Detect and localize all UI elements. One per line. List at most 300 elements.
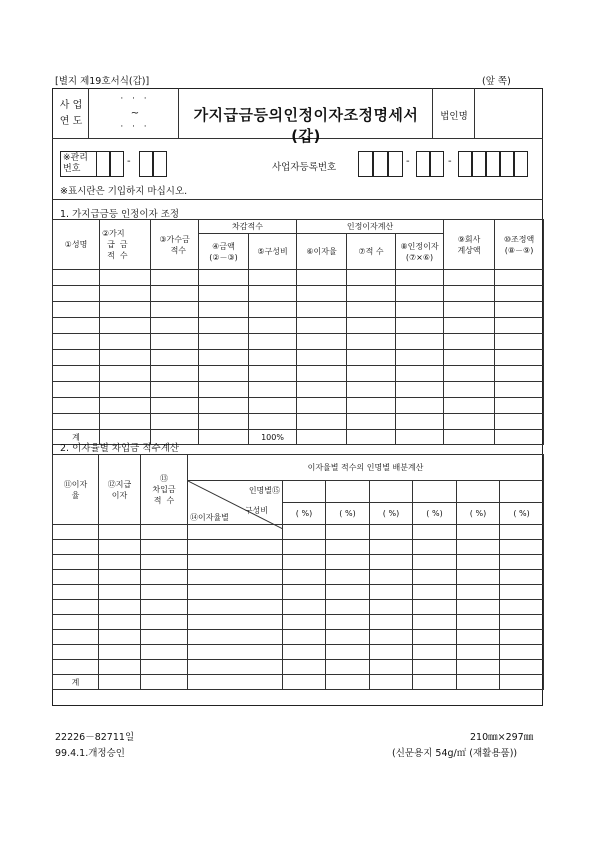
group-allocation: 이자율별 적수의 인명별 배분계산 xyxy=(188,455,544,481)
footer-size: 210㎜×297㎜ xyxy=(470,732,534,743)
pct-cell[interactable]: ( %) xyxy=(457,503,500,525)
table-cell[interactable] xyxy=(100,366,151,382)
table-cell[interactable] xyxy=(99,540,141,555)
table-cell[interactable] xyxy=(347,318,396,334)
table-cell[interactable] xyxy=(99,660,141,675)
table-cell[interactable] xyxy=(141,585,188,600)
table-cell[interactable] xyxy=(370,615,413,630)
table-cell[interactable] xyxy=(151,334,199,350)
table-cell[interactable] xyxy=(457,600,500,615)
table-cell[interactable] xyxy=(53,630,99,645)
person-name-cell[interactable] xyxy=(500,481,544,503)
table-cell[interactable] xyxy=(297,334,347,350)
table-cell[interactable] xyxy=(326,600,370,615)
mgmt-box-3[interactable] xyxy=(139,151,153,177)
table-cell[interactable] xyxy=(500,540,544,555)
table-cell[interactable] xyxy=(199,302,249,318)
table-row xyxy=(53,334,544,350)
table-cell[interactable] xyxy=(283,585,326,600)
table-cell[interactable] xyxy=(249,398,297,414)
table-cell[interactable] xyxy=(141,525,188,540)
table-cell[interactable] xyxy=(326,570,370,585)
section1-total-label: 계 xyxy=(53,430,100,445)
interest-adjustment-table xyxy=(52,219,544,445)
table-cell[interactable] xyxy=(326,615,370,630)
table-cell[interactable] xyxy=(53,350,100,366)
table-cell[interactable] xyxy=(370,525,413,540)
table-cell[interactable] xyxy=(141,615,188,630)
table-row xyxy=(53,600,544,615)
table-row xyxy=(53,366,544,382)
person-name-cell[interactable] xyxy=(283,481,326,503)
total-cell[interactable] xyxy=(141,675,188,690)
table-cell[interactable] xyxy=(457,660,500,675)
table-cell[interactable] xyxy=(188,585,283,600)
table-cell[interactable] xyxy=(500,660,544,675)
table-cell[interactable] xyxy=(53,660,99,675)
table-cell[interactable] xyxy=(188,570,283,585)
ratio-label: 구성비 xyxy=(244,506,268,515)
table-cell[interactable] xyxy=(188,645,283,660)
table-row xyxy=(53,302,544,318)
table-cell[interactable] xyxy=(444,366,495,382)
table-row xyxy=(53,555,544,570)
table-cell[interactable] xyxy=(500,585,544,600)
table-cell[interactable] xyxy=(100,286,151,302)
table-cell[interactable] xyxy=(413,540,457,555)
table-cell[interactable] xyxy=(249,270,297,286)
table-cell[interactable] xyxy=(100,270,151,286)
table-row xyxy=(53,286,544,302)
corporation-name-label: 법인명 xyxy=(440,111,468,122)
table-cell[interactable] xyxy=(370,660,413,675)
footer-approval: 99.4.1.개정승인 xyxy=(55,748,125,759)
table-cell[interactable] xyxy=(199,382,249,398)
col-company-amount: ⑨회사 계상액 xyxy=(444,220,495,270)
table-cell[interactable] xyxy=(457,645,500,660)
table-cell[interactable] xyxy=(99,630,141,645)
col-provisional-payment: ②가지 급 금 적 수 xyxy=(100,220,151,270)
table-cell[interactable] xyxy=(151,286,199,302)
table-cell[interactable] xyxy=(370,570,413,585)
table-cell[interactable] xyxy=(495,302,544,318)
table-cell[interactable] xyxy=(413,585,457,600)
table-cell[interactable] xyxy=(444,350,495,366)
table-cell[interactable] xyxy=(297,350,347,366)
table-cell[interactable] xyxy=(413,630,457,645)
table-cell[interactable] xyxy=(151,398,199,414)
total-cell[interactable] xyxy=(500,675,544,690)
total-cell[interactable] xyxy=(326,675,370,690)
table-cell[interactable] xyxy=(326,585,370,600)
table-cell[interactable] xyxy=(249,382,297,398)
page-side-label: (앞 쪽) xyxy=(482,76,511,87)
table-cell[interactable] xyxy=(396,366,444,382)
period-end[interactable]: · · · xyxy=(120,122,150,132)
group-deducted-sum: 차감적수 xyxy=(199,220,297,234)
table-cell[interactable] xyxy=(100,334,151,350)
table-cell[interactable] xyxy=(444,302,495,318)
table-cell[interactable] xyxy=(457,585,500,600)
table-row xyxy=(53,585,544,600)
table-cell[interactable] xyxy=(53,555,99,570)
section1-title: 1. 가지급금등 인정이자 조정 xyxy=(60,209,180,220)
table-cell[interactable] xyxy=(100,302,151,318)
col-recognized-interest: ⑧인정이자 (⑦×⑥) xyxy=(396,234,444,270)
mgmt-dash: - xyxy=(127,156,131,167)
table-cell[interactable] xyxy=(500,555,544,570)
table-cell[interactable] xyxy=(326,525,370,540)
table-cell[interactable] xyxy=(188,660,283,675)
table-cell[interactable] xyxy=(370,600,413,615)
table-cell[interactable] xyxy=(53,540,99,555)
total-cell[interactable] xyxy=(297,430,347,445)
business-registration-label: 사업자등록번호 xyxy=(272,162,337,173)
table-cell[interactable] xyxy=(413,570,457,585)
col-accumulated-sum: ⑦적 수 xyxy=(347,234,396,270)
table-cell[interactable] xyxy=(297,318,347,334)
table-cell[interactable] xyxy=(347,350,396,366)
table-cell[interactable] xyxy=(500,600,544,615)
table-cell[interactable] xyxy=(396,302,444,318)
table-cell[interactable] xyxy=(199,286,249,302)
table-cell[interactable] xyxy=(370,585,413,600)
table-cell[interactable] xyxy=(99,615,141,630)
total-cell[interactable] xyxy=(370,675,413,690)
table-cell[interactable] xyxy=(100,350,151,366)
table-cell[interactable] xyxy=(413,600,457,615)
table-row xyxy=(53,382,544,398)
form-title: 가지급금등의인정이자조정명세서(갑) xyxy=(193,106,419,145)
brn-box-4[interactable] xyxy=(416,151,430,177)
table-cell[interactable] xyxy=(444,318,495,334)
table-cell[interactable] xyxy=(53,600,99,615)
table-cell[interactable] xyxy=(500,630,544,645)
table-cell[interactable] xyxy=(347,286,396,302)
table-cell[interactable] xyxy=(297,286,347,302)
table-cell[interactable] xyxy=(99,600,141,615)
table-cell[interactable] xyxy=(151,382,199,398)
col-name: ①성명 xyxy=(53,220,100,270)
table-cell[interactable] xyxy=(199,398,249,414)
table-cell[interactable] xyxy=(444,286,495,302)
table-row xyxy=(53,630,544,645)
table-cell[interactable] xyxy=(141,660,188,675)
table-cell[interactable] xyxy=(413,555,457,570)
mgmt-box-4[interactable] xyxy=(153,151,167,177)
table-cell[interactable] xyxy=(53,398,100,414)
pct-cell[interactable]: ( %) xyxy=(500,503,544,525)
table-cell[interactable] xyxy=(495,270,544,286)
brn-box-5[interactable] xyxy=(430,151,444,177)
pct-cell[interactable]: ( %) xyxy=(413,503,457,525)
table-cell[interactable] xyxy=(495,286,544,302)
total-cell[interactable] xyxy=(413,675,457,690)
table-cell[interactable] xyxy=(188,600,283,615)
table-cell[interactable] xyxy=(347,382,396,398)
table-cell[interactable] xyxy=(283,525,326,540)
table-cell[interactable] xyxy=(151,318,199,334)
table-cell[interactable] xyxy=(188,555,283,570)
col-rate: ⑪이자 율 xyxy=(53,455,99,525)
mgmt-box-1[interactable] xyxy=(96,151,110,177)
brn-box-9[interactable] xyxy=(500,151,514,177)
table-cell[interactable] xyxy=(151,414,199,430)
brn-dash-1: - xyxy=(406,156,410,167)
table-cell[interactable] xyxy=(444,398,495,414)
table-cell[interactable] xyxy=(396,350,444,366)
table-cell[interactable] xyxy=(297,302,347,318)
table-cell[interactable] xyxy=(370,555,413,570)
table-cell[interactable] xyxy=(283,645,326,660)
table-cell[interactable] xyxy=(413,645,457,660)
table-cell[interactable] xyxy=(141,645,188,660)
brn-box-7[interactable] xyxy=(472,151,486,177)
table-cell[interactable] xyxy=(297,382,347,398)
table-cell[interactable] xyxy=(199,318,249,334)
table-cell[interactable] xyxy=(249,286,297,302)
table-cell[interactable] xyxy=(151,350,199,366)
table-cell[interactable] xyxy=(53,585,99,600)
table-cell[interactable] xyxy=(297,366,347,382)
pct-cell[interactable]: ( %) xyxy=(370,503,413,525)
brn-box-10[interactable] xyxy=(514,151,528,177)
table-cell[interactable] xyxy=(53,414,100,430)
table-cell[interactable] xyxy=(457,615,500,630)
table-cell[interactable] xyxy=(297,414,347,430)
table-cell[interactable] xyxy=(283,555,326,570)
total-cell[interactable] xyxy=(99,675,141,690)
table-cell[interactable] xyxy=(199,366,249,382)
table-cell[interactable] xyxy=(457,525,500,540)
mgmt-box-2[interactable] xyxy=(110,151,124,177)
table-row xyxy=(53,570,544,585)
pct-cell[interactable]: ( %) xyxy=(283,503,326,525)
table-cell[interactable] xyxy=(100,382,151,398)
table-cell[interactable] xyxy=(199,270,249,286)
col-interest-rate: ⑥이자율 xyxy=(297,234,347,270)
table-row xyxy=(53,525,544,540)
person-name-cell[interactable] xyxy=(370,481,413,503)
table-cell[interactable] xyxy=(413,615,457,630)
table-cell[interactable] xyxy=(141,555,188,570)
table-cell[interactable] xyxy=(188,540,283,555)
table-cell[interactable] xyxy=(444,414,495,430)
table-cell[interactable] xyxy=(347,270,396,286)
table-cell[interactable] xyxy=(151,366,199,382)
table-cell[interactable] xyxy=(347,334,396,350)
table-cell[interactable] xyxy=(413,660,457,675)
table-cell[interactable] xyxy=(495,382,544,398)
table-cell[interactable] xyxy=(370,630,413,645)
table-cell[interactable] xyxy=(326,645,370,660)
table-cell[interactable] xyxy=(249,366,297,382)
rate-by-label: ⑭이자율별 xyxy=(190,513,229,522)
brn-box-8[interactable] xyxy=(486,151,500,177)
table-cell[interactable] xyxy=(283,615,326,630)
person-label: 인명별⑮ xyxy=(248,486,280,495)
table-cell[interactable] xyxy=(370,540,413,555)
table-cell[interactable] xyxy=(53,334,100,350)
table-cell[interactable] xyxy=(151,302,199,318)
table-cell[interactable] xyxy=(53,645,99,660)
brn-box-1[interactable] xyxy=(358,151,373,177)
table-cell[interactable] xyxy=(283,660,326,675)
table-cell[interactable] xyxy=(326,555,370,570)
table-cell[interactable] xyxy=(283,630,326,645)
table-row xyxy=(53,660,544,675)
table-row xyxy=(53,270,544,286)
table-cell[interactable] xyxy=(249,414,297,430)
table-cell[interactable] xyxy=(53,525,99,540)
total-cell[interactable] xyxy=(396,430,444,445)
table-cell[interactable] xyxy=(188,615,283,630)
table-cell[interactable] xyxy=(495,414,544,430)
table-cell[interactable] xyxy=(99,585,141,600)
table-row xyxy=(53,398,544,414)
table-cell[interactable] xyxy=(283,600,326,615)
total-cell[interactable] xyxy=(283,675,326,690)
table-cell[interactable] xyxy=(326,660,370,675)
table-cell[interactable] xyxy=(500,525,544,540)
footer-paper: (신문용지 54g/㎡ (재활용품)) xyxy=(392,748,518,759)
table-cell[interactable] xyxy=(53,286,100,302)
table-row xyxy=(53,414,544,430)
col-ratio: ⑤구성비 xyxy=(249,234,297,270)
table-cell[interactable] xyxy=(141,600,188,615)
col-borrowing-sum: ⑬ 차입금 적 수 xyxy=(141,455,188,525)
col-temporary-receipt: ③가수금 적수 xyxy=(151,220,199,270)
table-cell[interactable] xyxy=(444,334,495,350)
management-number-label: ※관리 번호 xyxy=(60,151,96,177)
table-cell[interactable] xyxy=(495,318,544,334)
table-cell[interactable] xyxy=(370,645,413,660)
table-row xyxy=(53,615,544,630)
col-interest-paid: ⑫지급 이자 xyxy=(99,455,141,525)
brn-box-6[interactable] xyxy=(458,151,472,177)
table-cell[interactable] xyxy=(53,318,100,334)
col-amount: ④금액 (②－③) xyxy=(199,234,249,270)
brn-box-2[interactable] xyxy=(373,151,388,177)
table-cell[interactable] xyxy=(141,630,188,645)
table-cell[interactable] xyxy=(396,318,444,334)
brn-box-3[interactable] xyxy=(388,151,403,177)
table-row xyxy=(53,350,544,366)
col-adjustment: ⑩조정액 (⑧－⑨) xyxy=(495,220,544,270)
table-cell[interactable] xyxy=(53,302,100,318)
table-cell[interactable] xyxy=(100,318,151,334)
business-year-label: 사 업 연 도 xyxy=(59,100,83,127)
table-cell[interactable] xyxy=(500,615,544,630)
diagonal-header-cell xyxy=(188,481,283,525)
table-cell[interactable] xyxy=(396,398,444,414)
table-cell[interactable] xyxy=(457,570,500,585)
table-cell[interactable] xyxy=(297,398,347,414)
table-cell[interactable] xyxy=(53,570,99,585)
table-cell[interactable] xyxy=(457,540,500,555)
table-cell[interactable] xyxy=(99,525,141,540)
table-cell[interactable] xyxy=(283,540,326,555)
table-cell[interactable] xyxy=(249,334,297,350)
table-cell[interactable] xyxy=(396,286,444,302)
table-cell[interactable] xyxy=(457,630,500,645)
table-cell[interactable] xyxy=(53,366,100,382)
table-cell[interactable] xyxy=(141,570,188,585)
table-cell[interactable] xyxy=(151,270,199,286)
table-cell[interactable] xyxy=(53,615,99,630)
table-cell[interactable] xyxy=(495,350,544,366)
footer-code: 22226－82711일 xyxy=(55,732,135,743)
table-cell[interactable] xyxy=(500,570,544,585)
table-cell[interactable] xyxy=(199,334,249,350)
table-cell[interactable] xyxy=(249,350,297,366)
table-cell[interactable] xyxy=(249,318,297,334)
form-number: [별지 제19호서식(갑)] xyxy=(55,76,150,87)
total-cell[interactable] xyxy=(188,675,283,690)
table-cell[interactable] xyxy=(53,270,100,286)
table-cell[interactable] xyxy=(99,645,141,660)
table-cell[interactable] xyxy=(347,398,396,414)
table-cell[interactable] xyxy=(396,382,444,398)
table-cell[interactable] xyxy=(249,302,297,318)
table-row xyxy=(53,318,544,334)
total-cell[interactable] xyxy=(495,430,544,445)
table-cell[interactable] xyxy=(495,366,544,382)
table-cell[interactable] xyxy=(141,540,188,555)
period-start[interactable]: · · · xyxy=(120,94,150,104)
group-recognized-interest: 인정이자계산 xyxy=(297,220,444,234)
table-cell[interactable] xyxy=(326,540,370,555)
table-cell[interactable] xyxy=(199,350,249,366)
table-cell[interactable] xyxy=(396,270,444,286)
pct-cell[interactable]: ( %) xyxy=(326,503,370,525)
table-cell[interactable] xyxy=(326,630,370,645)
person-name-cell[interactable] xyxy=(413,481,457,503)
table-cell[interactable] xyxy=(347,302,396,318)
table-cell[interactable] xyxy=(444,382,495,398)
table-row xyxy=(53,540,544,555)
table-cell[interactable] xyxy=(457,555,500,570)
table-cell[interactable] xyxy=(99,570,141,585)
table-cell[interactable] xyxy=(413,525,457,540)
table-cell[interactable] xyxy=(347,414,396,430)
table-cell[interactable] xyxy=(100,414,151,430)
table-cell[interactable] xyxy=(283,570,326,585)
table-cell[interactable] xyxy=(444,270,495,286)
total-cell[interactable] xyxy=(457,675,500,690)
table-cell[interactable] xyxy=(396,414,444,430)
table-cell[interactable] xyxy=(495,334,544,350)
total-cell[interactable] xyxy=(199,430,249,445)
total-cell[interactable] xyxy=(347,430,396,445)
corporation-name-field[interactable] xyxy=(476,96,540,134)
total-cell[interactable] xyxy=(444,430,495,445)
period-tilde: ~ xyxy=(130,108,140,119)
table-cell[interactable] xyxy=(396,334,444,350)
section2-title: 2. 이자율별 차입금 적수계산 xyxy=(60,443,180,454)
table-cell[interactable] xyxy=(199,414,249,430)
table-cell[interactable] xyxy=(347,366,396,382)
table-cell[interactable] xyxy=(100,398,151,414)
person-name-cell[interactable] xyxy=(326,481,370,503)
table-cell[interactable] xyxy=(297,270,347,286)
table-cell[interactable] xyxy=(188,630,283,645)
table-cell[interactable] xyxy=(495,398,544,414)
table-cell[interactable] xyxy=(99,555,141,570)
table-cell[interactable] xyxy=(500,645,544,660)
person-name-cell[interactable] xyxy=(457,481,500,503)
table-cell[interactable] xyxy=(53,382,100,398)
